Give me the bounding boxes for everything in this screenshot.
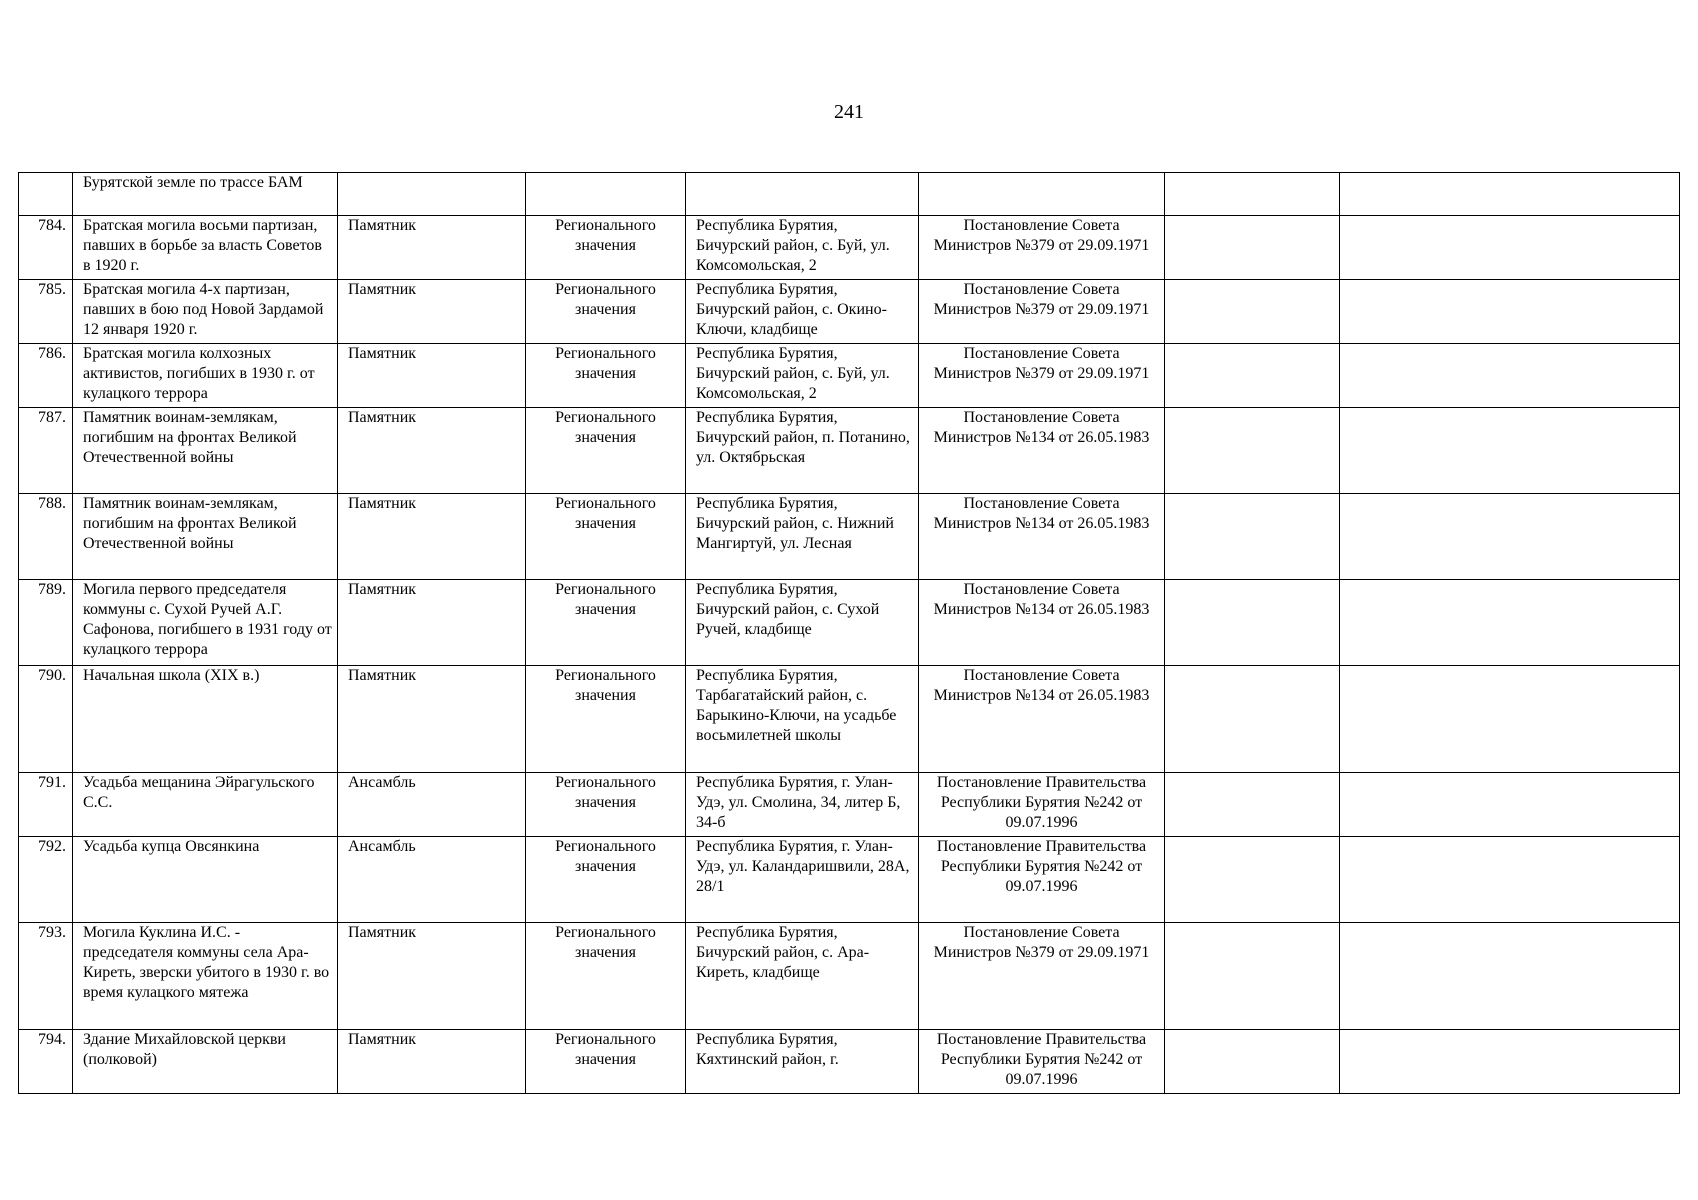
empty-cell	[1340, 1030, 1680, 1094]
address-cell: Республика Бурятия, Бичурский район, с. Ара-Киреть, кладбище	[686, 923, 919, 1030]
address-cell: Республика Бурятия, Бичурский район, п. Потанино, ул. Октябрьская	[686, 408, 919, 494]
significance-cell: Регионального значения	[526, 494, 686, 580]
significance-cell: Регионального значения	[526, 580, 686, 666]
empty-cell	[1340, 773, 1680, 837]
empty-cell	[1165, 666, 1340, 773]
table-row	[19, 216, 1680, 280]
significance-cell: Регионального значения	[526, 408, 686, 494]
empty-cell	[1165, 216, 1340, 280]
row-number-cell: 786.	[19, 344, 73, 408]
row-number-cell: 789.	[19, 580, 73, 666]
empty-cell	[1340, 173, 1680, 216]
object-type-cell: Ансамбль	[338, 837, 526, 923]
object-name-cell: Памятник воинам-землякам, погибшим на фронтах Великой Отечественной войны	[73, 494, 338, 580]
empty-cell	[1165, 344, 1340, 408]
empty-cell	[1340, 280, 1680, 344]
row-number-cell: 793.	[19, 923, 73, 1030]
legal-document-cell: Постановление Совета Министров №134 от 26.05.1983	[919, 408, 1165, 494]
significance-cell: Регионального значения	[526, 1030, 686, 1094]
row-number-cell: 794.	[19, 1030, 73, 1094]
empty-cell	[1340, 837, 1680, 923]
empty-cell	[1165, 280, 1340, 344]
address-cell: Республика Бурятия, Бичурский район, с. Нижний Мангиртуй, ул. Лесная	[686, 494, 919, 580]
empty-cell	[1340, 494, 1680, 580]
empty-cell	[1165, 494, 1340, 580]
address-cell: Республика Бурятия, Кяхтинский район, г.	[686, 1030, 919, 1094]
significance-cell: Регионального значения	[526, 923, 686, 1030]
row-number-cell: 792.	[19, 837, 73, 923]
empty-cell	[1165, 408, 1340, 494]
legal-document-cell: Постановление Совета Министров №379 от 29.09.1971	[919, 923, 1165, 1030]
object-name-cell: Бурятской земле по трассе БАМ	[73, 173, 338, 216]
object-type-cell: Ансамбль	[338, 773, 526, 837]
empty-cell	[1165, 837, 1340, 923]
empty-cell	[1165, 923, 1340, 1030]
table-row	[19, 837, 1680, 923]
object-name-cell: Могила Куклина И.С. - председателя коммуны села Ара-Киреть, зверски убитого в 1930 г. во время кулацкого мятежа	[73, 923, 338, 1030]
empty-cell	[1340, 666, 1680, 773]
table-row	[19, 1030, 1680, 1094]
object-name-cell: Начальная школа (XIX в.)	[73, 666, 338, 773]
object-name-cell: Здание Михайловской церкви (полковой)	[73, 1030, 338, 1094]
object-name-cell: Братская могила колхозных активистов, погибших в 1930 г. от кулацкого террора	[73, 344, 338, 408]
row-number-cell: 787.	[19, 408, 73, 494]
object-name-cell: Памятник воинам-землякам, погибшим на фронтах Великой Отечественной войны	[73, 408, 338, 494]
object-type-cell: Памятник	[338, 408, 526, 494]
significance-cell: Регионального значения	[526, 773, 686, 837]
table-row	[19, 173, 1680, 216]
address-cell	[686, 173, 919, 216]
object-type-cell	[338, 173, 526, 216]
legal-document-cell: Постановление Совета Министров №379 от 29.09.1971	[919, 216, 1165, 280]
table-row	[19, 494, 1680, 580]
object-type-cell: Памятник	[338, 923, 526, 1030]
legal-document-cell: Постановление Совета Министров №134 от 26.05.1983	[919, 580, 1165, 666]
row-number-cell: 790.	[19, 666, 73, 773]
object-type-cell: Памятник	[338, 216, 526, 280]
object-type-cell: Памятник	[338, 494, 526, 580]
row-number-cell	[19, 173, 73, 216]
empty-cell	[1340, 580, 1680, 666]
object-type-cell: Памятник	[338, 344, 526, 408]
legal-document-cell: Постановление Совета Министров №379 от 29.09.1971	[919, 280, 1165, 344]
legal-document-cell: Постановление Правительства Республики Бурятия №242 от 09.07.1996	[919, 773, 1165, 837]
object-name-cell: Братская могила восьми партизан, павших в борьбе за власть Советов в 1920 г.	[73, 216, 338, 280]
empty-cell	[1340, 408, 1680, 494]
empty-cell	[1165, 1030, 1340, 1094]
address-cell: Республика Бурятия, Бичурский район, с. Сухой Ручей, кладбище	[686, 580, 919, 666]
address-cell: Республика Бурятия, г. Улан-Удэ, ул. Каландаришвили, 28А, 28/1	[686, 837, 919, 923]
table-row	[19, 344, 1680, 408]
significance-cell: Регионального значения	[526, 280, 686, 344]
legal-document-cell	[919, 173, 1165, 216]
significance-cell: Регионального значения	[526, 344, 686, 408]
significance-cell	[526, 173, 686, 216]
table-body	[19, 173, 1680, 1094]
monuments-table	[18, 172, 1680, 1094]
empty-cell	[1165, 580, 1340, 666]
row-number-cell: 791.	[19, 773, 73, 837]
legal-document-cell: Постановление Правительства Республики Бурятия №242 от 09.07.1996	[919, 1030, 1165, 1094]
table-row	[19, 923, 1680, 1030]
address-cell: Республика Бурятия, Бичурский район, с. Буй, ул. Комсомольская, 2	[686, 344, 919, 408]
row-number-cell: 784.	[19, 216, 73, 280]
table-row	[19, 666, 1680, 773]
object-name-cell: Усадьба купца Овсянкина	[73, 837, 338, 923]
object-type-cell: Памятник	[338, 580, 526, 666]
empty-cell	[1340, 344, 1680, 408]
object-type-cell: Памятник	[338, 1030, 526, 1094]
row-number-cell: 785.	[19, 280, 73, 344]
address-cell: Республика Бурятия, Бичурский район, с. Окино-Ключи, кладбище	[686, 280, 919, 344]
legal-document-cell: Постановление Совета Министров №134 от 26.05.1983	[919, 666, 1165, 773]
legal-document-cell: Постановление Правительства Республики Бурятия №242 от 09.07.1996	[919, 837, 1165, 923]
object-type-cell: Памятник	[338, 666, 526, 773]
address-cell: Республика Бурятия, Тарбагатайский район, с. Барыкино-Ключи, на усадьбе восьмилетней школы	[686, 666, 919, 773]
object-name-cell: Братская могила 4-х партизан, павших в бою под Новой Зардамой 12 января 1920 г.	[73, 280, 338, 344]
object-name-cell: Усадьба мещанина Эйрагульского С.С.	[73, 773, 338, 837]
address-cell: Республика Бурятия, г. Улан-Удэ, ул. Смолина, 34, литер Б, 34-б	[686, 773, 919, 837]
empty-cell	[1165, 173, 1340, 216]
table-row	[19, 773, 1680, 837]
legal-document-cell: Постановление Совета Министров №134 от 26.05.1983	[919, 494, 1165, 580]
object-name-cell: Могила первого председателя коммуны с. Сухой Ручей А.Г. Сафонова, погибшего в 1931 году от кулацкого террора	[73, 580, 338, 666]
table-row	[19, 408, 1680, 494]
legal-document-cell: Постановление Совета Министров №379 от 29.09.1971	[919, 344, 1165, 408]
significance-cell: Регионального значения	[526, 666, 686, 773]
page-number: 241	[834, 101, 864, 123]
address-cell: Республика Бурятия, Бичурский район, с. Буй, ул. Комсомольская, 2	[686, 216, 919, 280]
row-number-cell: 788.	[19, 494, 73, 580]
empty-cell	[1340, 923, 1680, 1030]
table-row	[19, 580, 1680, 666]
significance-cell: Регионального значения	[526, 837, 686, 923]
table-row	[19, 280, 1680, 344]
object-type-cell: Памятник	[338, 280, 526, 344]
empty-cell	[1340, 216, 1680, 280]
empty-cell	[1165, 773, 1340, 837]
significance-cell: Регионального значения	[526, 216, 686, 280]
